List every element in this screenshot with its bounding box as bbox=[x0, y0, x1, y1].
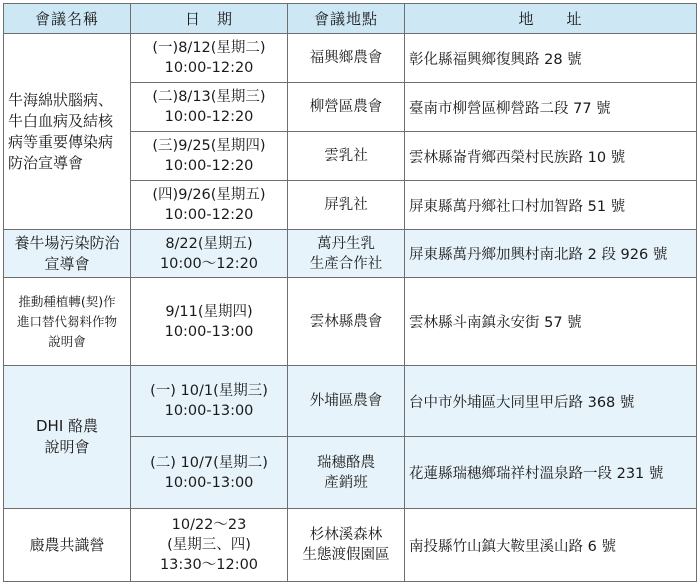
address-cell: 屏東縣萬丹鄉社口村加智路 51 號 bbox=[405, 181, 697, 230]
time-line: 10:00-12:20 bbox=[164, 60, 254, 76]
address-cell: 屏東縣萬丹鄉加興村南北路 2 段 926 號 bbox=[405, 230, 697, 278]
venue-cell: 外埔區農會 bbox=[288, 366, 405, 437]
venue-line: 瑞穗酪農 bbox=[317, 454, 375, 471]
time-line: 10:00-13:00 bbox=[164, 474, 254, 491]
header-venue: 會議地點 bbox=[288, 4, 405, 34]
date-line: (一) 10/1(星期三) bbox=[150, 383, 268, 399]
venue-cell bbox=[288, 509, 405, 582]
table-row bbox=[4, 366, 697, 437]
time-line: 10:00-12:20 bbox=[164, 158, 254, 174]
address-cell: 南投縣竹山鎮大鞍里溪山路 6 號 bbox=[405, 509, 697, 582]
table-row bbox=[4, 230, 697, 278]
date-line: 10/22～23 bbox=[171, 517, 247, 533]
meeting-name-line: 說明會 bbox=[44, 438, 90, 456]
date-line: (二)8/13(星期三) bbox=[152, 89, 266, 105]
venue-line: 萬丹生乳 bbox=[317, 235, 375, 252]
meeting-name-cell bbox=[4, 366, 131, 509]
date-line: (四)9/26(星期五) bbox=[152, 187, 266, 203]
header-row bbox=[4, 4, 697, 34]
table-row bbox=[4, 278, 697, 366]
meeting-name-line: 說明會 bbox=[48, 333, 86, 349]
meeting-name-line: 防治宣導會 bbox=[8, 153, 84, 172]
venue-cell bbox=[288, 437, 405, 509]
address-cell: 臺南市柳營區柳營路二段 77 號 bbox=[405, 83, 697, 132]
date-cell bbox=[131, 278, 288, 366]
address-cell: 雲林縣斗南鎮永安街 57 號 bbox=[405, 278, 697, 366]
date-line: (三)9/25(星期四) bbox=[152, 138, 266, 154]
venue-cell: 雲林縣農會 bbox=[288, 278, 405, 366]
header-meeting-name: 會議名稱 bbox=[4, 4, 131, 34]
meeting-name-line: 牛海綿狀腦病、 bbox=[8, 90, 114, 109]
meeting-name-line: 牛白血病及結核 bbox=[8, 111, 114, 130]
venue-cell bbox=[288, 230, 405, 278]
time-line: 10:00-13:00 bbox=[164, 323, 254, 340]
meeting-name-cell bbox=[4, 230, 131, 278]
meeting-name-line: 進口替代芻料作物 bbox=[16, 313, 117, 329]
address-cell: 台中市外埔區大同里甲后路 368 號 bbox=[405, 366, 697, 437]
venue-cell: 屏乳社 bbox=[288, 181, 405, 230]
date-line: 8/22(星期五) bbox=[165, 235, 253, 252]
date-cell bbox=[131, 83, 288, 132]
weekday-line: (星期三、四) bbox=[167, 537, 251, 553]
meeting-name-cell bbox=[4, 34, 131, 230]
venue-cell: 雲乳社 bbox=[288, 132, 405, 181]
meeting-name-line: 推動種植轉(契)作 bbox=[18, 293, 116, 309]
date-line: 9/11(星期四) bbox=[165, 303, 253, 320]
date-cell bbox=[131, 132, 288, 181]
venue-line: 生產合作社 bbox=[309, 255, 383, 272]
time-line: 10:00～12:20 bbox=[159, 255, 259, 272]
venue-cell: 福興鄉農會 bbox=[288, 34, 405, 83]
date-cell bbox=[131, 34, 288, 83]
venue-cell: 柳營區農會 bbox=[288, 83, 405, 132]
date-line: (一)8/12(星期二) bbox=[152, 40, 266, 56]
date-cell bbox=[131, 181, 288, 230]
venue-line: 杉林溪森林 bbox=[309, 527, 383, 543]
date-cell bbox=[131, 230, 288, 278]
meeting-name-cell: 廄農共識營 bbox=[4, 509, 131, 582]
table-row bbox=[4, 34, 697, 83]
address-cell: 花蓮縣瑞穗鄉瑞祥村溫泉路一段 231 號 bbox=[405, 437, 697, 509]
header-date: 日 期 bbox=[131, 4, 288, 34]
venue-line: 產銷班 bbox=[324, 474, 368, 491]
venue-line: 生態渡假園區 bbox=[302, 547, 390, 563]
date-cell bbox=[131, 437, 288, 509]
header-address: 地 址 bbox=[405, 4, 697, 34]
time-line: 10:00-13:00 bbox=[164, 403, 254, 419]
meeting-name-line: 養牛場污染防治 bbox=[14, 233, 120, 252]
date-cell bbox=[131, 509, 288, 582]
meeting-name-cell bbox=[4, 278, 131, 366]
time-line: 10:00-12:20 bbox=[164, 109, 254, 125]
time-line: 13:30～12:00 bbox=[159, 557, 259, 573]
address-cell: 彰化縣福興鄉復興路 28 號 bbox=[405, 34, 697, 83]
table-row bbox=[4, 509, 697, 582]
date-line: (二) 10/7(星期二) bbox=[150, 454, 268, 471]
meeting-schedule-table bbox=[3, 3, 697, 582]
meeting-name-line: 病等重要傳染病 bbox=[8, 132, 114, 151]
meeting-name-line: 宣導會 bbox=[44, 254, 90, 273]
address-cell: 雲林縣崙背鄉西榮村民族路 10 號 bbox=[405, 132, 697, 181]
meeting-name-line: DHI 酪農 bbox=[35, 417, 99, 435]
date-cell bbox=[131, 366, 288, 437]
time-line: 10:00-12:20 bbox=[164, 207, 254, 223]
